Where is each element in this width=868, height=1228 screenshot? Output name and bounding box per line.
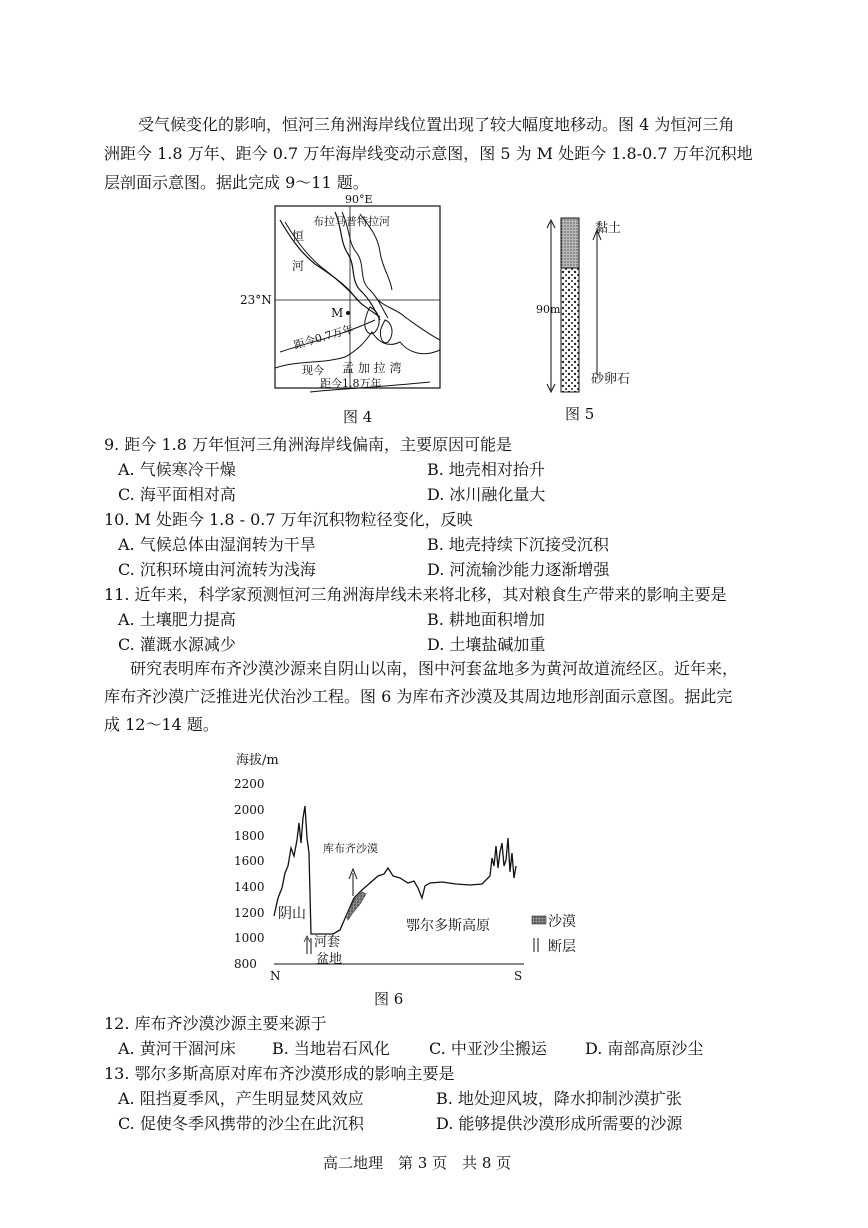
q13-option-d[interactable]: D. 能够提供沙漠形成所需要的沙源	[436, 1114, 683, 1133]
figure-4-map	[230, 192, 445, 402]
fig6-basin-line2: 盆地	[316, 952, 343, 967]
intro1-line1: 受气候变化的影响，恒河三角洲海岸线位置出现了较大幅度地移动。图 4 为恒河三角	[138, 115, 735, 134]
fig6-north: N	[270, 969, 281, 983]
q12-option-c[interactable]: C. 中亚沙尘搬运	[429, 1039, 547, 1058]
q13-option-a[interactable]: A. 阻挡夏季风，产生明显焚风效应	[118, 1089, 364, 1108]
q11-option-a[interactable]: A. 土壤肥力提高	[118, 610, 236, 629]
fig6-yinshan: 阴山	[278, 906, 306, 922]
fig6-ytick-1600: 1600	[234, 854, 265, 868]
fig4-bay-label: 孟 加 拉 湾	[342, 361, 402, 375]
q9-option-a[interactable]: A. 气候寒冷干燥	[118, 460, 236, 479]
fig4-caption: 图 4	[343, 408, 373, 426]
q12-option-b[interactable]: B. 当地岩石风化	[272, 1039, 390, 1058]
fig5-bottom-label: 砂卵石	[591, 372, 631, 387]
q9-option-b[interactable]: B. 地壳相对抬升	[427, 460, 545, 479]
q9-option-c[interactable]: C. 海平面相对高	[118, 485, 236, 504]
q10-option-b[interactable]: B. 地壳持续下沉接受沉积	[427, 535, 609, 554]
intro2-line3: 成 12～14 题。	[104, 715, 219, 734]
fig4-line-07-label: 距今0.7万年	[292, 322, 355, 352]
fig6-ytick-800: 800	[234, 957, 257, 971]
fig6-caption: 图 6	[374, 990, 404, 1008]
fig6-ytick-1200: 1200	[234, 906, 265, 920]
q10-option-d[interactable]: D. 河流输沙能力逐渐增强	[427, 560, 610, 579]
q11-option-d[interactable]: D. 土壤盐碱加重	[427, 635, 546, 654]
fig6-ytick-1000: 1000	[234, 931, 265, 945]
fig6-ylabel: 海拔/m	[236, 753, 279, 768]
q10-option-a[interactable]: A. 气候总体由湿润转为干旱	[118, 535, 316, 554]
q13-option-b[interactable]: B. 地处迎风坡，降水抑制沙漠扩张	[436, 1089, 682, 1108]
q11-option-c[interactable]: C. 灌溉水源减少	[118, 635, 236, 654]
q12-stem: 12. 库布齐沙漠沙源主要来源于	[104, 1014, 327, 1033]
q13-option-c[interactable]: C. 促使冬季风携带的沙尘在此沉积	[118, 1114, 364, 1133]
fig5-caption: 图 5	[565, 405, 595, 423]
fig6-ytick-1800: 1800	[234, 829, 265, 843]
q11-option-b[interactable]: B. 耕地面积增加	[427, 610, 545, 629]
q9-stem: 9. 距今 1.8 万年恒河三角洲海岸线偏南，主要原因可能是	[104, 435, 512, 454]
fig5-top-label: 黏土	[595, 221, 622, 236]
fig4-lon-label: 90°E	[345, 193, 373, 206]
q9-option-d[interactable]: D. 冰川融化量大	[427, 485, 546, 504]
intro2-line1: 研究表明库布齐沙漠沙源来自阴山以南，图中河套盆地多为黄河故道流经区。近年来，	[130, 659, 739, 678]
fig6-plateau: 鄂尔多斯高原	[406, 918, 490, 934]
fig6-legend-fault: 断层	[548, 939, 576, 955]
page-footer: 高二地理 第 3 页 共 8 页	[323, 1154, 512, 1172]
fig4-river-top-label: 布拉马普特拉河	[313, 215, 390, 228]
intro1-line2: 洲距今 1.8 万年、距今 0.7 万年海岸线变动示意图，图 5 为 M 处距今 1.8-0.7 万年沉积地	[104, 144, 753, 163]
q10-option-c[interactable]: C. 沉积环境由河流转为浅海	[118, 560, 316, 579]
fig4-line-18-label: 距今1.8万年	[320, 377, 382, 390]
q11-stem: 11. 近年来，科学家预测恒河三角洲海岸线未来将北移，其对粮食生产带来的影响主要是	[104, 585, 727, 604]
fig6-ytick-1400: 1400	[234, 880, 265, 894]
figure-6-profile	[228, 748, 608, 988]
q12-option-a[interactable]: A. 黄河干涸河床	[118, 1039, 236, 1058]
q10-stem: 10. M 处距今 1.8 - 0.7 万年沉积物粒径变化，反映	[104, 510, 473, 529]
q12-option-d[interactable]: D. 南部高原沙尘	[585, 1039, 704, 1058]
fig4-now-label: 现今	[302, 364, 324, 377]
fig6-south: S	[514, 969, 523, 983]
intro1-line3: 层剖面示意图。据此完成 9～11 题。	[104, 173, 369, 192]
fig4-lat-label: 23°N	[240, 293, 272, 307]
fig4-ganges-label-2: 河	[292, 259, 305, 273]
fig6-legend-desert: 沙漠	[548, 914, 576, 930]
figure-5-column	[525, 210, 645, 400]
fig5-height-label: 90m	[536, 303, 561, 316]
fig6-basin-line1: 河套	[314, 935, 341, 950]
fig6-ytick-2200: 2200	[234, 777, 265, 791]
q13-stem: 13. 鄂尔多斯高原对库布齐沙漠形成的影响主要是	[104, 1064, 455, 1083]
intro2-line2: 库布齐沙漠广泛推进光伏治沙工程。图 6 为库布齐沙漠及其周边地形剖面示意图。据此完	[104, 687, 733, 706]
fig6-ytick-2000: 2000	[234, 803, 265, 817]
fig4-point-m: M	[331, 306, 344, 320]
fig6-desert-label: 库布齐沙漠	[323, 842, 378, 855]
fig4-ganges-label-1: 恒	[292, 229, 305, 243]
